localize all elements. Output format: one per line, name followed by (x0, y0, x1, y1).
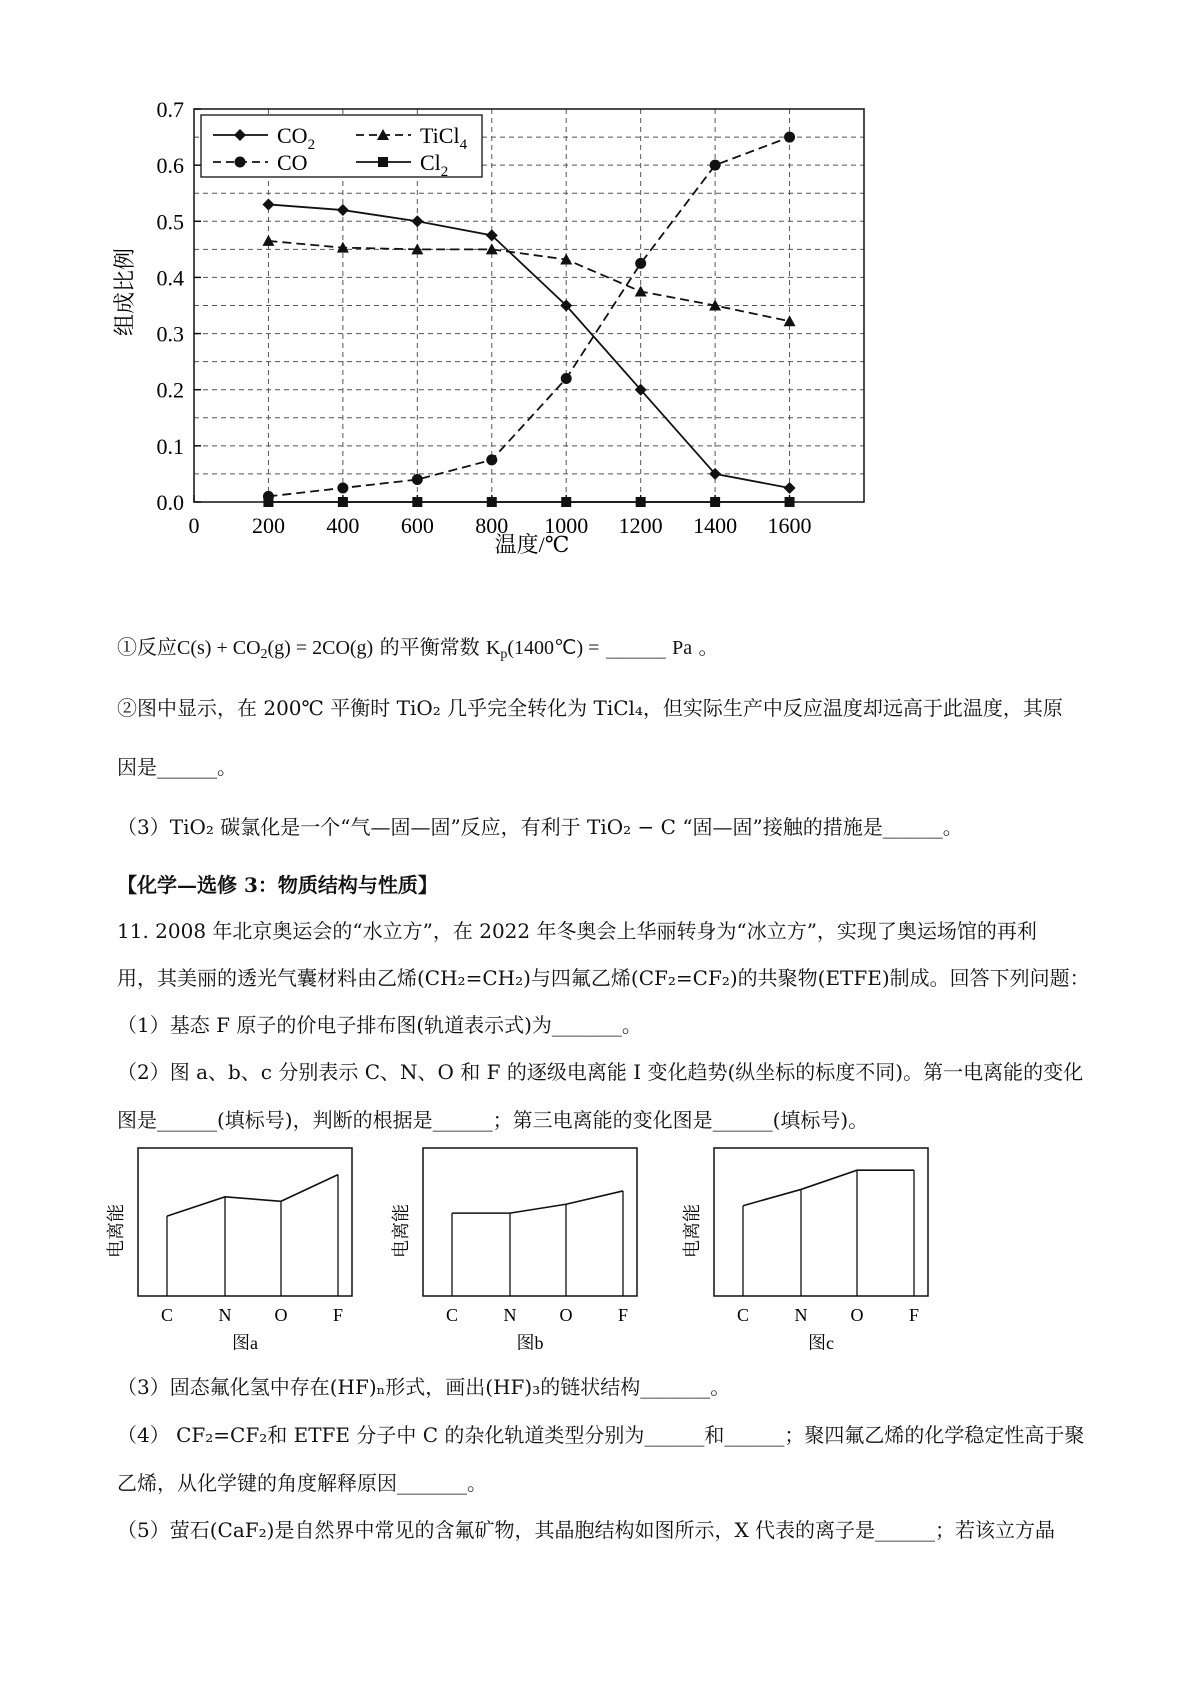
main-chart (0, 0, 1200, 580)
mini-caption: 图a (232, 1333, 258, 1350)
point-diamond (262, 198, 274, 210)
s5-text-b: ；若该立方晶 (935, 1518, 1056, 1542)
point-circle (235, 157, 246, 168)
y-tick-label: 0.5 (156, 209, 184, 235)
q1-end: 。 (698, 635, 719, 659)
x-tick-label: 1600 (767, 513, 812, 538)
s3-prefix: （3）固态氟化氢中存在(HF)ₙ形式，画出(HF)₃的链状结构 (117, 1375, 641, 1399)
point-circle (710, 160, 721, 171)
chart-legend (201, 115, 482, 180)
mini-x-label: F (617, 1305, 629, 1325)
point-square (487, 497, 497, 507)
mini-x-label: C (445, 1305, 459, 1325)
point-square (785, 497, 795, 507)
mini-x-label: F (908, 1305, 920, 1325)
p11-line1: 11. 2008 年北京奥运会的“水立方”，在 2022 年冬奥会上华丽转身为“冰立方”，实现了奥运场馆的再利 (117, 919, 1037, 943)
point-triangle (635, 285, 647, 296)
point-circle (486, 454, 497, 465)
s4-text-a: （4） CF₂=CF₂和 ETFE 分子中 C 的杂化轨道类型分别为 (117, 1423, 645, 1447)
point-circle (561, 373, 572, 384)
s2-line2 (117, 1105, 1117, 1135)
s4-answer-blank-1[interactable]: ______ (644, 1423, 705, 1447)
q3-answer-blank[interactable]: ______ (882, 815, 943, 839)
s2-answer-blank-1[interactable]: ______ (157, 1108, 217, 1132)
q3-line (117, 812, 1117, 842)
s1-end: 。 (621, 1013, 642, 1037)
q1-kp: $K_p(1400℃)$ = (485, 637, 600, 663)
mini-x-label: F (332, 1305, 344, 1325)
q2-line2 (117, 752, 1117, 782)
mini-caption: 图c (808, 1333, 834, 1350)
mini-x-label: O (559, 1305, 573, 1325)
s2-text-d: (填标号)。 (772, 1108, 869, 1132)
mini-y-label: 电离能 (106, 1204, 126, 1258)
point-diamond (784, 482, 796, 494)
s5-line (117, 1515, 1117, 1545)
mini-x-label: N (794, 1305, 808, 1325)
s4-text-c: ；聚四氟乙烯的化学稳定性高于聚 (784, 1423, 1085, 1447)
x-axis-label: 温度/℃ (494, 532, 570, 557)
mini-x-label: C (160, 1305, 174, 1325)
s4-line1 (117, 1420, 1117, 1450)
point-square (561, 497, 571, 507)
legend-label: CO (277, 150, 308, 175)
x-tick-label: 600 (400, 513, 434, 538)
s4-text-e: 。 (467, 1471, 487, 1495)
s4-answer-blank-2[interactable]: ______ (724, 1423, 785, 1447)
x-tick-label: 400 (326, 513, 360, 538)
point-square (412, 497, 422, 507)
point-circle (412, 474, 423, 485)
point-square (338, 497, 348, 507)
s3-answer-blank[interactable]: _______ (640, 1375, 711, 1399)
point-diamond (337, 204, 349, 216)
s4-text-d: 乙烯，从化学键的角度解释原因 (117, 1471, 397, 1495)
ionization-chart-a (100, 1145, 360, 1354)
mini-frame (423, 1148, 637, 1296)
mini-trend-line (167, 1175, 338, 1216)
q2-answer-blank[interactable]: ______ (157, 755, 217, 779)
q1-line (117, 632, 1117, 670)
point-circle (784, 132, 795, 143)
q3-end: 。 (942, 815, 963, 839)
q1-mid: 的平衡常数 (379, 635, 480, 659)
s1-line (117, 1010, 1117, 1040)
s2-text-a: 图是 (117, 1108, 157, 1132)
mini-trend-line (452, 1191, 623, 1213)
y-tick-label: 0.1 (156, 433, 184, 459)
q1-answer-blank[interactable]: ______ (605, 635, 666, 659)
s2-answer-blank-3[interactable]: ______ (712, 1108, 773, 1132)
x-tick-label: 1400 (693, 513, 738, 538)
section-title: 【化学—选修 3：物质结构与性质】 (117, 873, 438, 897)
point-circle (337, 482, 348, 493)
ionization-chart-b (385, 1145, 645, 1354)
point-triangle (784, 315, 796, 326)
q1-reaction: $C(s) + CO_2(g) = 2CO(g)$ (177, 637, 374, 663)
mini-y-label: 电离能 (391, 1204, 411, 1258)
s4-line2 (117, 1468, 1117, 1498)
q2-prefix: 因是 (117, 755, 157, 779)
mini-y-label: 电离能 (682, 1204, 702, 1258)
y-tick-label: 0.7 (156, 97, 184, 122)
s5-answer-blank[interactable]: ______ (875, 1518, 936, 1542)
legend-label: $Cl_2$ (420, 150, 449, 180)
s3-line (117, 1372, 1117, 1402)
x-tick-label: 800 (475, 513, 509, 538)
series-cl2 (263, 497, 794, 507)
mini-trend-line (743, 1170, 914, 1206)
legend-label: TiCl$_4$ (420, 123, 468, 153)
point-square (263, 497, 273, 507)
y-tick-label: 0.0 (156, 490, 184, 515)
s4-answer-blank-3[interactable]: _______ (397, 1471, 467, 1495)
y-tick-label: 0.3 (156, 321, 184, 347)
x-tick-label: 1000 (544, 513, 589, 538)
s4-text-b: 和 (704, 1423, 725, 1447)
point-square (710, 497, 720, 507)
y-tick-label: 0.4 (156, 265, 184, 291)
point-square (378, 157, 388, 167)
q2-line1: ②图中显示，在 200℃ 平衡时 TiO₂ 几乎完全转化为 TiCl₄，但实际生产中反应温度却远高于此温度，其原 (117, 696, 1063, 720)
mini-x-label: O (850, 1305, 864, 1325)
ionization-chart-c (676, 1145, 936, 1354)
x-tick-label: 1200 (618, 513, 663, 538)
s2-text-c: ；第三电离能的变化图是 (492, 1108, 713, 1132)
series-line (268, 137, 789, 496)
q1-prefix: ①反应 (117, 635, 177, 659)
q3-prefix: （3）TiO₂ 碳氯化是一个“气—固—固”反应，有利于 TiO₂ − C “固—固”接触的措施是 (117, 815, 883, 839)
p11-line2: 用，其美丽的透光气囊材料由乙烯(CH₂=CH₂)与四氟乙烯(CF₂=CF₂)的共聚物(ETFE)制成。回答下列问题： (117, 966, 1090, 990)
y-tick-label: 0.2 (156, 377, 184, 403)
s1-prefix: （1）基态 F 原子的价电子排布图(轨道表示式)为 (117, 1013, 552, 1037)
x-tick-label: 0 (188, 513, 200, 538)
point-diamond (411, 215, 423, 227)
s5-text-a: （5）萤石(CaF₂)是自然界中常见的含氟矿物，其晶胞结构如图所示，X 代表的离子是 (117, 1518, 876, 1542)
s1-answer-blank[interactable]: _______ (551, 1013, 622, 1037)
q1-unit: Pa (672, 637, 693, 659)
mini-caption: 图b (516, 1333, 544, 1350)
point-circle (635, 258, 646, 269)
y-axis-label: 组成比例 (112, 247, 137, 337)
mini-x-label: N (503, 1305, 517, 1325)
s2-text-b: (填标号)，判断的根据是 (217, 1108, 433, 1132)
s2-line1: （2）图 a、b、c 分别表示 C、N、O 和 F 的逐级电离能 I 变化趋势(纵坐标的标度不同)。第一电离能的变化 (117, 1060, 1084, 1084)
point-square (636, 497, 646, 507)
y-tick-label: 0.6 (156, 153, 184, 179)
legend-label: $CO_2$ (277, 123, 316, 153)
mini-x-label: N (218, 1305, 232, 1325)
mini-frame (138, 1148, 352, 1296)
mini-x-label: C (736, 1305, 750, 1325)
x-tick-label: 200 (251, 513, 285, 538)
q2-end: 。 (217, 755, 237, 779)
s2-answer-blank-2[interactable]: ______ (432, 1108, 493, 1132)
s3-end: 。 (710, 1375, 731, 1399)
mini-x-label: O (274, 1305, 288, 1325)
